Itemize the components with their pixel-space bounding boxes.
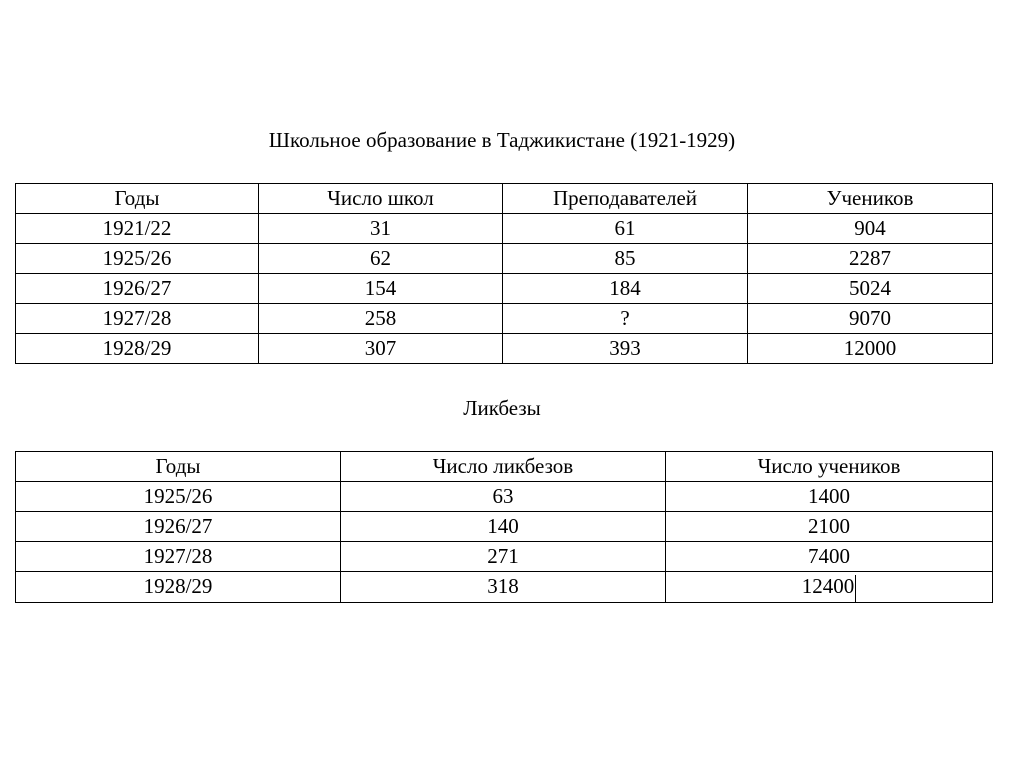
table-row: [16, 542, 993, 572]
table-header-row: [16, 184, 993, 214]
table-cell: 184: [503, 274, 748, 304]
header-cell-years: Годы: [16, 452, 341, 482]
table-row: [16, 572, 993, 603]
table-row: [16, 512, 993, 542]
table-cell: 1925/26: [16, 244, 259, 274]
schools-table: [15, 183, 993, 364]
table-row: [16, 244, 993, 274]
table-cell: 1928/29: [16, 334, 259, 364]
table-cell: 63: [341, 482, 666, 512]
table-cell: 12000: [748, 334, 993, 364]
table-row: [16, 334, 993, 364]
likbez-table-title: Ликбезы: [463, 396, 541, 420]
table-cell: 154: [259, 274, 503, 304]
table-cell: 2100: [666, 512, 993, 542]
table-cell: ?: [503, 304, 748, 334]
table-cell: 1926/27: [16, 274, 259, 304]
header-cell-years: Годы: [16, 184, 259, 214]
table-row: [16, 304, 993, 334]
table-cell-editing[interactable]: [666, 572, 993, 603]
table-cell: 1927/28: [16, 304, 259, 334]
table-cell: 307: [259, 334, 503, 364]
table-cell: 62: [259, 244, 503, 274]
header-cell-schools: Число школ: [259, 184, 503, 214]
table-cell: 1400: [666, 482, 993, 512]
table-cell: 61: [503, 214, 748, 244]
table-row: [16, 274, 993, 304]
schools-table-title: Школьное образование в Таджикистане (1921-1929): [268, 128, 736, 152]
table-cell: 258: [259, 304, 503, 334]
table-cell: 1928/29: [16, 572, 341, 603]
table-cell: 1927/28: [16, 542, 341, 572]
table-cell: 5024: [748, 274, 993, 304]
table-cell: 271: [341, 542, 666, 572]
header-cell-likbez-count: Число ликбезов: [341, 452, 666, 482]
table-cell: 393: [503, 334, 748, 364]
table-row: [16, 482, 993, 512]
table-cell: 31: [259, 214, 503, 244]
table-cell: 9070: [748, 304, 993, 334]
likbez-table: [15, 451, 993, 603]
table-cell: 140: [341, 512, 666, 542]
table-cell: 318: [341, 572, 666, 603]
table-cell: 85: [503, 244, 748, 274]
table-cell: 7400: [666, 542, 993, 572]
table-cell: 1925/26: [16, 482, 341, 512]
table-cell: 1921/22: [16, 214, 259, 244]
header-cell-teachers: Преподавателей: [503, 184, 748, 214]
cell-value: 12400: [801, 574, 855, 598]
table-row: [16, 214, 993, 244]
header-cell-student-count: Число учеников: [666, 452, 993, 482]
text-cursor: [855, 575, 856, 602]
table-cell: 1926/27: [16, 512, 341, 542]
table-cell: 2287: [748, 244, 993, 274]
header-cell-students: Учеников: [748, 184, 993, 214]
table-cell: 904: [748, 214, 993, 244]
table-header-row: [16, 452, 993, 482]
